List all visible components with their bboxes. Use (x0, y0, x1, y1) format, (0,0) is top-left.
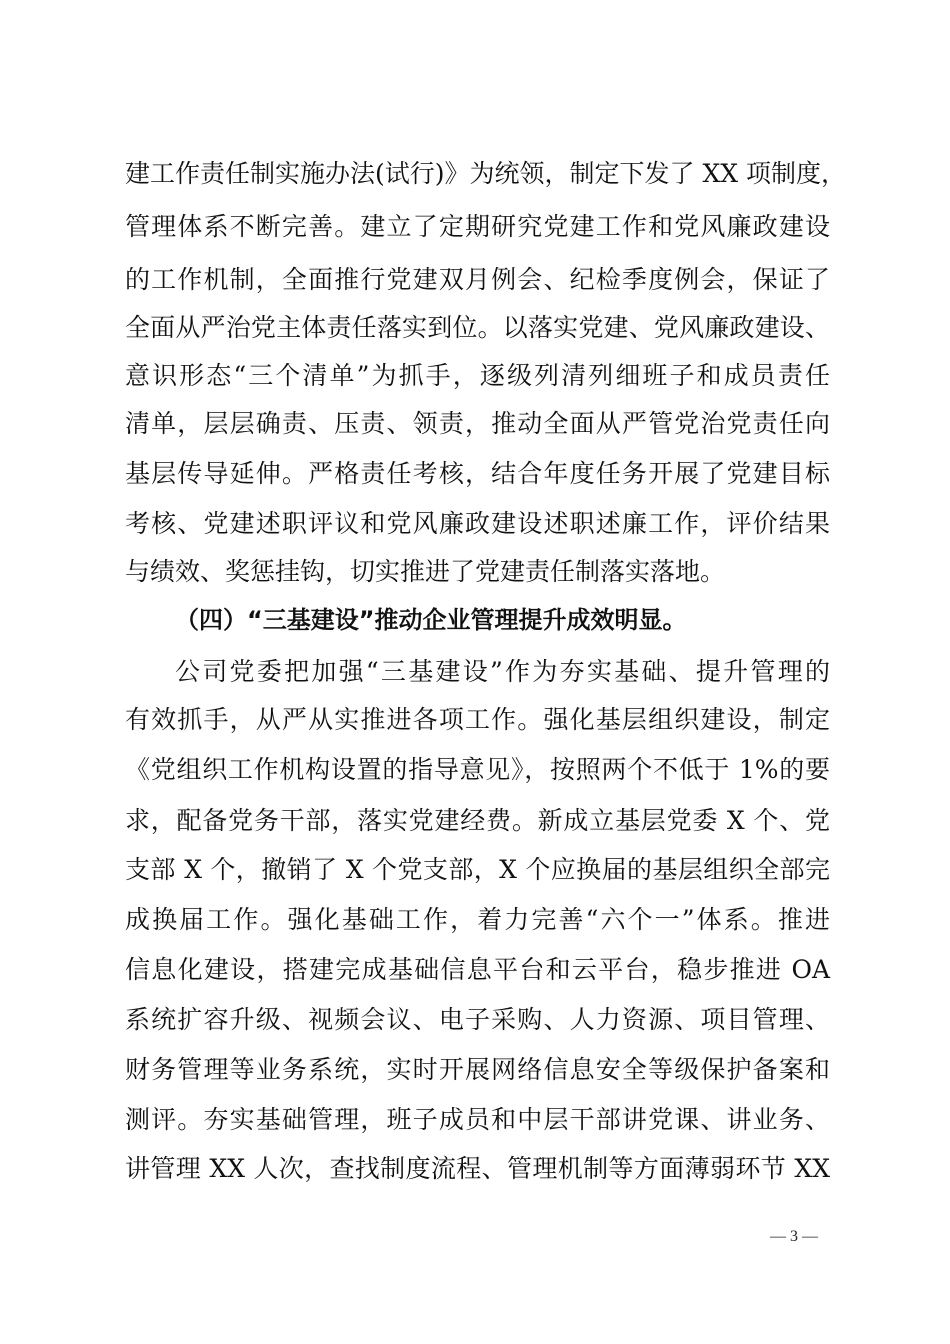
paragraph-line: 财务管理等业务系统，实时开展网络信息安全等级保护备案和 (125, 1055, 830, 1084)
paragraph-line: 信息化建设，搭建完成基础信息平台和云平台，稳步推进 OA (125, 955, 830, 984)
paragraph-line: 意识形态“三个清单”为抓手，逐级列清列细班子和成员责任 (125, 361, 830, 390)
section-heading: （四）“三基建设”推动企业管理提升成效明显。 (175, 606, 687, 634)
paragraph-line: 考核、党建述职评议和党风廉政建设述职述廉工作，评价结果 (125, 509, 830, 538)
paragraph-line: 的工作机制，全面推行党建双月例会、纪检季度例会，保证了 (125, 265, 830, 294)
paragraph-line: 有效抓手，从严从实推进各项工作。强化基层组织建设，制定 (125, 705, 830, 734)
page-number: — 3 — (770, 1228, 818, 1245)
paragraph-line: 基层传导延伸。严格责任考核，结合年度任务开展了党建目标 (125, 459, 830, 488)
paragraph-line: 求，配备党务干部，落实党建经费。新成立基层党委 X 个、党 (125, 806, 830, 835)
paragraph-line: 测评。夯实基础管理，班子成员和中层干部讲党课、讲业务、 (125, 1105, 830, 1134)
paragraph-line: 与绩效、奖惩挂钩，切实推进了党建责任制落实落地。 (125, 557, 726, 586)
paragraph-line: 建工作责任制实施办法(试行)》为统领，制定下发了 XX 项制度， (125, 159, 846, 188)
paragraph-line: 全面从严治党主体责任落实到位。以落实党建、党风廉政建设、 (125, 313, 830, 342)
paragraph-line: 公司党委把加强“三基建设”作为夯实基础、提升管理的 (175, 657, 830, 686)
paragraph-line: 《党组织工作机构设置的指导意见》，按照两个不低于 1%的要 (125, 755, 830, 784)
paragraph-line: 管理体系不断完善。建立了定期研究党建工作和党风廉政建设 (125, 212, 830, 241)
paragraph-line: 清单，层层确责、压责、领责，推动全面从严管党治党责任向 (125, 409, 830, 438)
paragraph-line: 支部 X 个，撤销了 X 个党支部，X 个应换届的基层组织全部完 (125, 855, 830, 884)
paragraph-line: 讲管理 XX 人次，查找制度流程、管理机制等方面薄弱环节 XX (125, 1154, 830, 1183)
paragraph-line: 成换届工作。强化基础工作，着力完善“六个一”体系。推进 (125, 905, 830, 934)
paragraph-line: 系统扩容升级、视频会议、电子采购、人力资源、项目管理、 (125, 1005, 830, 1034)
